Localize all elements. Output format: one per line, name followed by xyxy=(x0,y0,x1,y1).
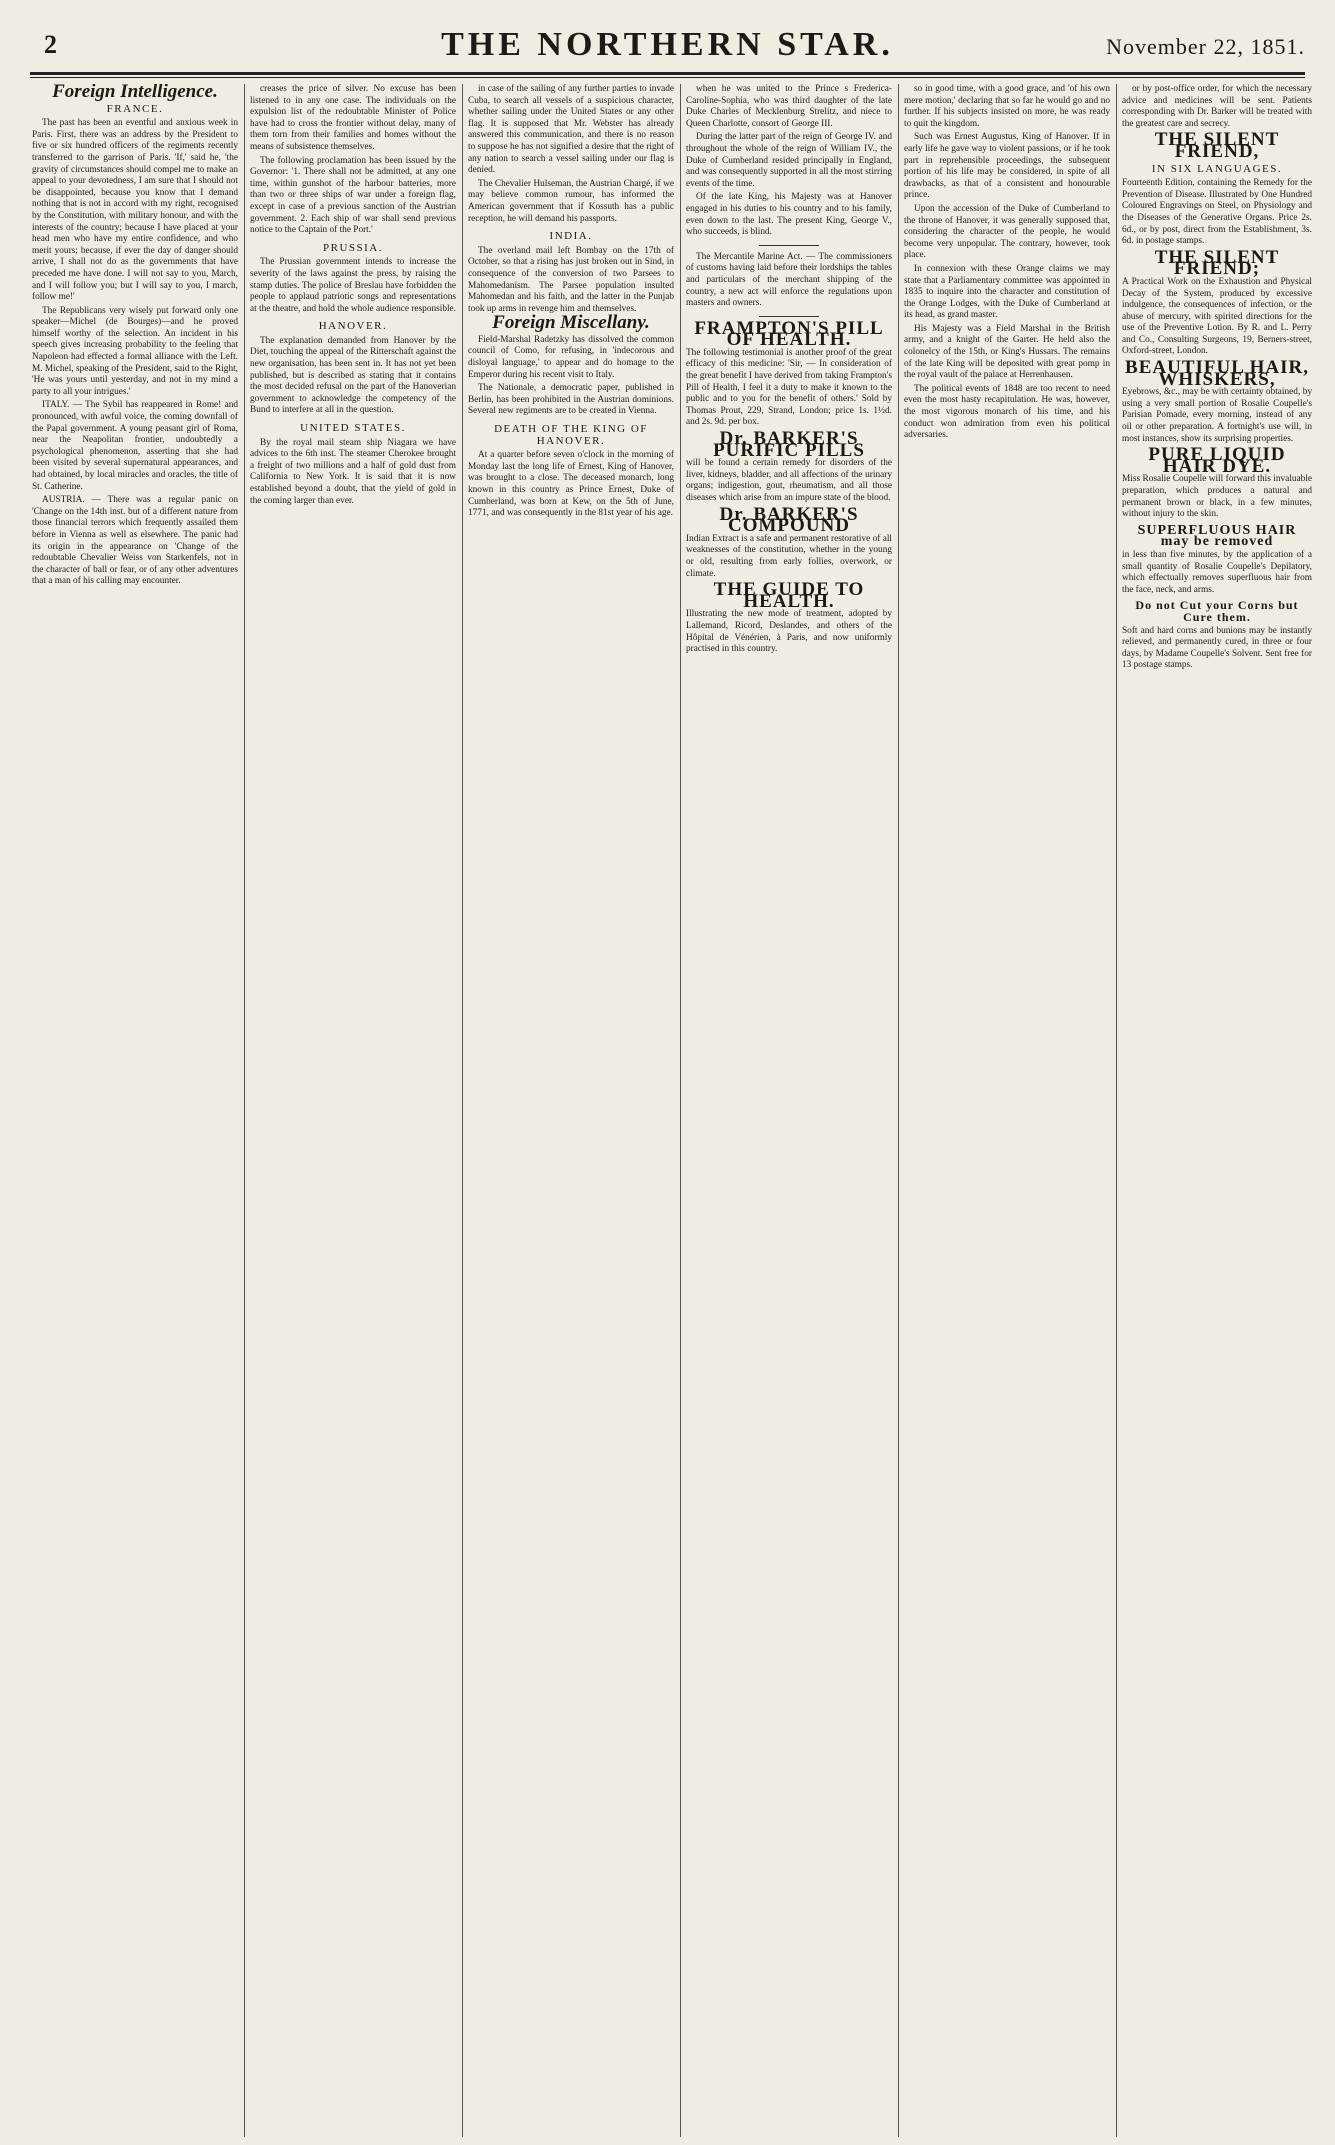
article-paragraph: The Mercantile Marine Act. — The commissioners of customs having laid before their lordships the tables and particulars of the merchant shipping of the country, a new act will enforce the regulations upon masters and owners. xyxy=(686,251,892,309)
masthead-rule xyxy=(30,72,1305,75)
masthead-rule-thin xyxy=(30,77,1305,78)
ad-title: THE SILENT FRIEND; xyxy=(1154,246,1280,280)
advertisement xyxy=(1122,600,1312,672)
article-paragraph: so in good time, with a good grace, and 'of his own mere motion,' declaring that so far he would go and no further. If his subjects insisted on more, he was ready to quit the kingdom. xyxy=(904,84,1110,129)
advertisement xyxy=(686,428,892,505)
ad-body: Indian Extract is a safe and permanent restorative of all weaknesses of the constitution, whether in the young or old, resulting from early follies, overwork, or climate. xyxy=(686,533,892,579)
section-separator xyxy=(759,316,819,317)
ad-body: A Practical Work on the Exhaustion and Physical Decay of the System, produced by excessive indulgence, the consequences of infection, or the abuse of mercury, with spirited directions for the use of the Preventive Lotion. By R. and L. Perry and Co., Consulting Surgeons, 19, Berners-street, Oxford-street, London. xyxy=(1122,276,1312,357)
article-paragraph: His Majesty was a Field Marshal in the British army, and a knight of the Garter. He held also the colonelcy of the 15th, or King's Hussars. The remains of the late King will be deposited with great pomp in the royal vault of the palace at Herrenhausen. xyxy=(904,323,1110,381)
article-paragraph: creases the price of silver. No excuse has been listened to in any one case. The individuals on the expulsion list of the redoubtable Minister of Police have had to cross the frontier without delay, many of them torn from their families and homes without the means of subsistence themselves. xyxy=(250,84,456,152)
ad-title: THE SILENT FRIEND, xyxy=(1154,129,1280,162)
ad-body: Miss Rosalie Coupelle will forward this invaluable preparation, which produces a natural and permanent brown or black, in a few minutes, without injury to the skin. xyxy=(1122,474,1312,520)
ad-body: Soft and hard corns and bunions may be instantly relieved, and permanently cured, in three or four days, by Madame Coupelle's Solvent. Sent free for 13 postage stamps. xyxy=(1122,625,1312,671)
ad-title: Dr. BARKER'S PURIFIC PILLS xyxy=(713,428,865,461)
ad-body: in less than five minutes, by the application of a small quantity of Rosalie Coupelle's Depilatory, which effectually removes superfluous hair from the face, neck, and arms. xyxy=(1122,549,1312,595)
column-2 xyxy=(250,84,456,2137)
ad-title: BEAUTIFUL HAIR, WHISKERS, xyxy=(1125,357,1309,390)
ad-title: Do not Cut your Corns but Cure them. xyxy=(1135,598,1299,624)
section-heading-foreign-intelligence: Foreign Intelligence. xyxy=(52,84,218,102)
advertisement xyxy=(1122,522,1312,597)
section-separator xyxy=(759,245,819,246)
subhead-prussia: PRUSSIA. xyxy=(323,241,383,254)
article-paragraph: The past has been an eventful and anxious week in Paris. First, there was an address by the President to five or six hundred officers of the regiments recently transferred to the garrison of Paris. 'If,' said he, 'the gravity of circumstances should compel me to make an appeal to your devotedness, I am sure that I should not be disappointed, because you know that I demand nothing that is not in accord with my right, recognised by the Constitution, with military honour, and with the interests of the country; because I have placed at your head men who have my entire confidence, and who merit yours; because, if ever the day of danger should arrive, I shall not do as the governments that have preceded me have done. I will not say to you, March, and I will follow you; but I will say to you, I march, follow me!' xyxy=(32,118,238,303)
advertisement xyxy=(1122,444,1312,521)
page-number: 2 xyxy=(44,30,57,59)
advertisement xyxy=(686,579,892,656)
section-heading-foreign-miscellany: Foreign Miscellany. xyxy=(492,312,650,334)
article-paragraph: Of the late King, his Majesty was at Hanover engaged in his duties to his country and to his family, even down to the last. The present King, George V., who succeeds, is blind. xyxy=(686,192,892,238)
ad-title: THE GUIDE TO HEALTH. xyxy=(713,579,865,612)
ad-title: Dr. BARKER'S COMPOUND xyxy=(719,503,859,537)
subhead-united-states: UNITED STATES. xyxy=(300,422,406,435)
article-paragraph: By the royal mail steam ship Niagara we have advices to the 6th inst. The steamer Cherokee brought a freight of two millions and a half of gold dust from California to New York. It is said that it is now established beyond a doubt, that the yield of gold in the coming larger than ever. xyxy=(250,437,456,506)
article-paragraph: when he was united to the Prince s Frederica-Caroline-Sophia, who was third daughter of the late Duke Charles of Mecklenburg Strelitz, and niece to Queen Charlotte, consort of George III. xyxy=(686,84,892,129)
ad-body: Fourteenth Edition, containing the Remedy for the Prevention of Disease. Illustrated by One Hundred Coloured Engravings on Steel, on Physiology and the Diseases of the Generative Organs. Price 2s. 6d., or by post, direct from the Establishment, 3s. 6d. in postage stamps. xyxy=(1122,178,1312,247)
subhead-india: INDIA. xyxy=(549,230,593,243)
article-paragraph: The explanation demanded from Hanover by the Diet, touching the appeal of the Ritterschaft against the new organisation, has been sent in. It has not yet been published, but is described as stating that it contains the most decided refusal on the part of the Hanoverian government to acknowledge the competency of the Bund to interfere at all in the question. xyxy=(250,335,456,416)
article-paragraph: Such was Ernest Augustus, King of Hanover. If in early life he gave way to violent passions, or if he took part in reprehensible proceedings, the subsequent portion of his life may be considered, in spite of all drawbacks, as that of a consistent and honourable prince. xyxy=(904,132,1110,201)
ad-title: SUPERFLUOUS HAIR may be removed xyxy=(1137,522,1297,550)
newspaper-title: THE NORTHERN STAR. xyxy=(441,26,894,63)
article-paragraph: in case of the sailing of any further parties to invade Cuba, to search all vessels of a suspicious character, whether sailing under the United States or any other flag. It is supposed that Mr. Webster has already answered this communication, and there is no reason to suppose he has not signified a desire that the right of any nation to search a vessel sailing under our flag is denied. xyxy=(468,84,674,176)
article-paragraph: The Republicans very wisely put forward only one speaker—Michel (de Bourges)—and he proved himself worthy of the selection. An incident in his speech gives increasing probability to the feeling that Napoleon had effected a formal alliance with the Left. M. Michel, speaking of the President, said to the Right, 'He was yours until yesterday, and not in my mind a party to all your intrigues.' xyxy=(32,305,238,397)
article-paragraph: During the latter part of the reign of George IV. and throughout the whole of the reign of William IV., the Duke of Cumberland resided principally in England, and was consequently supported in all the most stirring events of the time. xyxy=(686,132,892,189)
article-paragraph: ITALY. — The Sybil has reappeared in Rome! and pronounced, with awful voice, the coming downfall of the Papal government. A young peasant girl of Roma, near the Neapolitan frontier, undoubtedly a psychological phenomenon, asserting that she had been visited by several supernatural appearances, and had obtained, by local miracles and oracles, the title of St. Catherine. xyxy=(32,400,238,492)
column-6 xyxy=(1122,84,1312,2137)
column-3 xyxy=(468,84,674,2137)
column-divider xyxy=(1116,84,1117,2137)
advertisement xyxy=(1122,357,1312,445)
subhead-death-of-king: DEATH OF THE KING OF HANOVER. xyxy=(494,423,648,447)
article-paragraph: or by post-office order, for which the necessary advice and medicines will be sent. Patients corresponding with Dr. Barker will be treated with the greatest care and secrecy. xyxy=(1122,84,1312,129)
column-divider xyxy=(244,84,245,2137)
issue-date: November 22, 1851. xyxy=(1106,34,1305,59)
article-paragraph: In connexion with these Orange claims we may state that a Parliamentary committee was appointed in 1835 to inquire into the character and constitution of the Orange Lodges, with the Duke of Cumberland at its head, as grand master. xyxy=(904,263,1110,321)
article-paragraph: At a quarter before seven o'clock in the morning of Monday last the long life of Ernest, King of Hanover, was brought to a close. The deceased monarch, long known in this country as Prince Ernest, Duke of Cumberland, was born at Kew, on the 5th of June, 1771, and was consequently in the 81st year of his age. xyxy=(468,450,674,519)
column-5 xyxy=(904,84,1110,2137)
column-divider xyxy=(462,84,463,2137)
article-paragraph: The following proclamation has been issued by the Governor: '1. There shall not be admitted, at any one time, within gunshot of the harbour batteries, more than two or three ships of war under a foreign flag, except in case of a previous sanction of the Austrian government. 2. Each ship of war shall send previous notice to the Captain of the Port.' xyxy=(250,155,456,236)
subhead-france: FRANCE. xyxy=(106,102,164,115)
column-divider xyxy=(680,84,681,2137)
article-paragraph: The Nationale, a democratic paper, published in Berlin, has been prohibited in the Austrian dominions. Several new regiments are to be created in Vienna. xyxy=(468,383,674,417)
ad-title: FRAMPTON'S PILL OF HEALTH. xyxy=(694,317,884,351)
advertisement xyxy=(1122,129,1312,247)
column-1 xyxy=(32,84,238,2137)
ad-title: PURE LIQUID HAIR DYE. xyxy=(1148,444,1286,477)
article-paragraph: AUSTRIA. — There was a regular panic on 'Change on the 14th inst. but of a different nature from those financial terrors which frequently assailed them before in Vienna as well as elsewhere. The panic had its origin in the appearance on 'Change of the redoubtable Chevalier Weiss von Starkenfels, not in the character of ball or fear, or of any other adventures that a man of his calling may encounter. xyxy=(32,495,238,587)
advertisement xyxy=(686,317,892,429)
article-paragraph: Upon the accession of the Duke of Cumberland to the throne of Hanover, it was generally supposed that, considering the character of the people, he would become very unpopular. The contrary, however, took place. xyxy=(904,203,1110,261)
advertisement xyxy=(686,503,892,581)
column-4 xyxy=(686,84,892,2137)
article-paragraph: The Prussian government intends to increase the severity of the laws against the press, by raising the stamp duties. The police of Breslau have forbidden the people to applaud patriotic songs and representations at the theatre, and hold the whole audience responsible. xyxy=(250,257,456,314)
ad-body: Eyebrows, &c., may be with certainty obtained, by using a very small portion of Rosalie Coupelle's Parisian Pomade, every morning, instead of any oil or other preparation. A fortnight's use will, in most instances, show its surprising properties. xyxy=(1122,387,1312,444)
subhead-hanover: HANOVER. xyxy=(318,320,388,333)
ad-body: will be found a certain remedy for disorders of the liver, kidneys, bladder, and all affections of the urinary organs; indigestion, gout, rheumatism, and all those diseases which arise from an impure state of the blood. xyxy=(686,458,892,503)
advertisement xyxy=(1122,246,1312,358)
article-paragraph: The political events of 1848 are too recent to need even the most hasty recapitulation. He was, however, the most vigorous monarch of his time, and his conduct won admiration from even his political adversaries. xyxy=(904,383,1110,441)
article-paragraph: The Chevalier Hulseman, the Austrian Chargé, if we may believe common rumour, has informed the American government that if Kossuth has a public reception, he will demand his passports. xyxy=(468,178,674,224)
ad-body: Illustrating the new mode of treatment, adopted by Lallemand, Ricord, Deslandes, and others of the Hôpital de Vénérien, à Paris, and now uniformly practised in this country. xyxy=(686,609,892,655)
ad-body: The following testimonial is another proof of the great efficacy of this medicine: 'Sir, — In consideration of the great benefit I have derived from taking Frampton's Pill of Health, I feel it a duty to make it known to the public and to you for the benefit of others.' Sold by Thomas Prout, 229, Strand, London; price 1s. 1½d. and 2s. 9d. per box. xyxy=(686,347,892,428)
article-paragraph: Field-Marshal Radetzky has dissolved the common council of Como, for refusing, in 'indecorous and disloyal language,' to appear and do homage to the Emperor during his recent visit to Italy. xyxy=(468,334,674,380)
ad-subtitle: IN SIX LANGUAGES. xyxy=(1151,162,1283,175)
column-divider xyxy=(898,84,899,2137)
article-paragraph: The overland mail left Bombay on the 17th of October, so that a rising has just broken out in Sind, in consequence of the conversion of two Parsees to Mahomedanism. The Parsee population insulted Mahomedan and his faith, and the latter in the Punjab took up arms in revenge him and themselves. xyxy=(468,245,674,314)
masthead xyxy=(0,0,1335,72)
